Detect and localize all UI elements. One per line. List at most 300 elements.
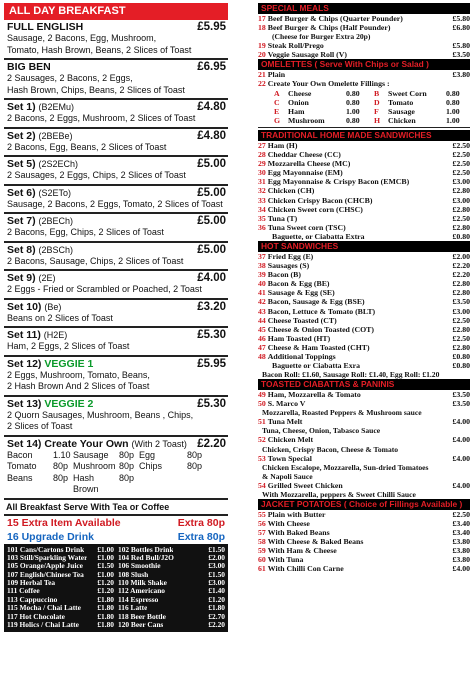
item-code: VEGGIE 2 xyxy=(44,397,94,410)
item-number: 30 xyxy=(258,168,266,178)
item-number: 58 xyxy=(258,537,266,547)
item-price: £2.50 xyxy=(452,168,470,178)
ciabatta-item[interactable] xyxy=(258,417,470,426)
item-number: 56 xyxy=(258,518,266,528)
potato-item[interactable] xyxy=(258,546,470,555)
item-price: £5.95 xyxy=(197,357,226,370)
item-number: 50 xyxy=(258,399,266,409)
breakfast-items xyxy=(4,20,228,437)
item-price: £2.50 xyxy=(452,509,470,519)
breakfast-item[interactable] xyxy=(4,271,228,300)
potato-item[interactable] xyxy=(258,510,470,519)
drink-name: 115 Mocha / Chai Latte xyxy=(7,604,81,613)
breakfast-item[interactable] xyxy=(4,60,228,100)
breakfast-item[interactable] xyxy=(4,397,228,437)
item-price: £3.50 xyxy=(452,50,470,60)
item-price: £6.80 xyxy=(452,23,470,33)
drinks-grid xyxy=(4,544,228,632)
item-price: £2.50 xyxy=(452,213,470,223)
extra-label: 16 Upgrade Drink xyxy=(7,530,94,543)
item-set-name: Set 11) xyxy=(7,329,44,341)
hot-sandwich-item[interactable] xyxy=(258,288,470,297)
item-name: Sausages (S) xyxy=(267,261,310,271)
item-price: £5.95 xyxy=(197,21,226,33)
sandwich-item[interactable] xyxy=(258,177,470,186)
item-number: 17 xyxy=(258,14,266,23)
sandwich-item[interactable] xyxy=(258,223,470,232)
special-meal-item[interactable] xyxy=(258,14,470,23)
item-description: Mozzarella, Roasted Peppers & Mushroom sauce xyxy=(262,408,422,418)
item-description: 2 Sausages, 2 Eggs, Chips, 2 Slices of Toast xyxy=(7,170,186,180)
item-number: 27 xyxy=(258,140,266,150)
item-price: £6.95 xyxy=(197,61,226,73)
item-price: £4.00 xyxy=(452,417,470,427)
item-name: Grilled Sweet Chicken xyxy=(267,480,343,490)
item-head xyxy=(7,301,226,313)
item-number: 45 xyxy=(258,324,266,334)
option-name: Hash Brown xyxy=(73,472,99,494)
item-number: 20 xyxy=(258,50,266,60)
drink-price: £1.80 xyxy=(97,611,114,621)
item-name: Bacon (B) xyxy=(267,270,301,280)
filling-name: Cheese xyxy=(288,88,312,98)
drink-price: £1.40 xyxy=(208,586,225,596)
item-code: VEGGIE 1 xyxy=(44,357,94,370)
drink-price: £1.50 xyxy=(208,569,225,579)
item-code: (B2EMu) xyxy=(38,102,75,112)
item-number: 38 xyxy=(258,261,266,271)
drink-price: £1.80 xyxy=(97,620,114,630)
item-price: £2.80 xyxy=(452,324,470,334)
item-number: 32 xyxy=(258,186,266,196)
option-price: 80p xyxy=(53,472,69,483)
item-set-name: Set 10) xyxy=(7,300,45,313)
special-meals-list xyxy=(258,14,470,32)
item-name: S. Marco V xyxy=(267,399,306,409)
item-head xyxy=(7,158,226,170)
menu-right-column xyxy=(258,3,470,573)
item-name: Cheddar Cheese (CC) xyxy=(267,150,341,160)
drink-name: 114 Espresso xyxy=(118,595,159,604)
option-price: 80p xyxy=(187,449,203,460)
filling-price: 0.80 xyxy=(446,88,460,98)
sandwich-item[interactable] xyxy=(258,196,470,205)
drink-name: 107 English/Chinese Tea xyxy=(7,570,84,579)
sandwiches-note xyxy=(258,232,470,241)
option-name xyxy=(139,473,187,496)
drink-name: 106 Smoothie xyxy=(118,562,161,571)
item-price: £5.00 xyxy=(197,158,226,170)
breakfast-item[interactable] xyxy=(4,20,228,60)
hot-sandwich-item[interactable] xyxy=(258,334,470,343)
breakfast-item[interactable] xyxy=(4,300,228,329)
item-set-name: Set 7) xyxy=(7,215,39,227)
item-price: £3.00 xyxy=(452,306,470,316)
item-description: 2 Sausages, 2 Bacons, 2 Eggs, xyxy=(7,73,133,83)
omelette-item[interactable] xyxy=(258,70,470,79)
item-number: 35 xyxy=(258,213,266,223)
hot-sandwich-item[interactable] xyxy=(258,261,470,270)
special-meal-item[interactable] xyxy=(258,23,470,32)
item-price: £5.80 xyxy=(452,14,470,23)
breakfast-note: All Breakfast Serve With Tea or Coffee xyxy=(4,500,228,516)
item-name xyxy=(7,130,73,142)
sandwiches-title: TRADITIONAL HOME MADE SANDWICHES xyxy=(258,130,470,141)
item-head xyxy=(7,272,226,284)
ciabatta-item[interactable] xyxy=(258,390,470,399)
item-description: 2 Eggs, Mushroom, Tomato, Beans, xyxy=(7,369,150,380)
option-price: 80p xyxy=(119,449,135,460)
item-number: 48 xyxy=(258,352,266,361)
hot-sandwiches-note-price: £0.80 xyxy=(452,361,470,371)
item-number: 54 xyxy=(258,480,266,490)
item-number: 41 xyxy=(258,288,266,298)
item-name: Sausage & Egg (SE) xyxy=(267,288,335,298)
item-name: Ham (H) xyxy=(267,140,298,150)
item-number: 49 xyxy=(258,390,266,400)
item-name: Bacon & Egg (BE) xyxy=(267,279,330,289)
item-head xyxy=(7,187,226,199)
drink-item[interactable] xyxy=(7,621,114,629)
extra-price: Extra 80p xyxy=(177,530,225,543)
item-number: 19 xyxy=(258,41,266,51)
filling-letter: C xyxy=(274,97,280,107)
sandwiches-list xyxy=(258,141,470,232)
drink-name: 103 Still/Sparkling Water xyxy=(7,553,88,562)
drink-price: £2.20 xyxy=(208,620,225,630)
filling-letter: F xyxy=(374,106,379,116)
item-number: 60 xyxy=(258,555,266,565)
item-price: £3.80 xyxy=(452,555,470,565)
item-price: £4.80 xyxy=(197,101,226,113)
breakfast-item[interactable] xyxy=(4,357,228,397)
option-price: 80p xyxy=(119,472,135,483)
hot-sandwich-item[interactable] xyxy=(258,252,470,261)
item-code: (H2E) xyxy=(43,330,68,340)
item-name: Chicken Sweet corn (CHSC) xyxy=(267,204,363,214)
breakfast-item[interactable] xyxy=(4,186,228,215)
drink-name: 102 Bottles Drink xyxy=(118,545,174,554)
item-name: Create Your Own Omelette Fillings : xyxy=(267,79,390,89)
drink-name: 113 Cappuccino xyxy=(7,595,58,604)
item-name xyxy=(7,187,71,199)
item-number: 55 xyxy=(258,509,266,519)
item-number: 42 xyxy=(258,297,266,307)
drink-price: £1.20 xyxy=(97,586,114,596)
breakfast-item[interactable] xyxy=(4,157,228,186)
ciabatta-item[interactable] xyxy=(258,481,470,490)
item-number: 29 xyxy=(258,159,266,169)
sandwiches-note-text: Baguette, or Ciabatta Extra xyxy=(272,231,365,241)
item-number: 34 xyxy=(258,204,266,214)
extra-row[interactable] xyxy=(4,516,228,530)
item-description: Sausage, 2 Bacons, Egg, Mushroom, xyxy=(7,33,157,43)
sandwich-item[interactable] xyxy=(258,159,470,168)
potato-item[interactable] xyxy=(258,537,470,546)
item-price: £2.00 xyxy=(452,251,470,261)
filling-name: Chicken xyxy=(388,115,416,125)
item-name xyxy=(7,101,74,113)
item-description: 2 Bacons, Sausage, Chips, 2 Slices of Toast xyxy=(7,255,184,266)
item-name: With Cheese & Baked Beans xyxy=(267,537,364,547)
sandwich-item[interactable] xyxy=(258,205,470,214)
option-price: 80p xyxy=(119,461,135,471)
item-description: Tomato, Hash Brown, Beans, 2 Slices of Toast xyxy=(7,44,192,55)
sandwich-item[interactable] xyxy=(258,150,470,159)
item-number: 22 xyxy=(258,79,266,89)
divider xyxy=(258,127,470,128)
filling-letter: G xyxy=(274,115,281,125)
item-number: 52 xyxy=(258,435,266,445)
drink-price: £1.50 xyxy=(208,544,225,554)
item-code: (Be) xyxy=(44,301,62,312)
option-name: Sausage xyxy=(73,449,109,460)
breakfast-item[interactable] xyxy=(4,214,228,243)
item-name: Tuna Melt xyxy=(267,417,303,427)
item-price: £4.00 xyxy=(197,272,226,284)
drink-price: £2.00 xyxy=(208,552,225,562)
item-price: £4.80 xyxy=(197,129,226,142)
item-name: Additional Toppings xyxy=(267,352,336,361)
item-price: £5.30 xyxy=(197,329,226,341)
item-name xyxy=(7,158,78,170)
item-name: Tuna (T) xyxy=(267,213,298,223)
drink-price: £3.00 xyxy=(208,561,225,571)
item-price: £4.00 xyxy=(452,564,470,574)
filling-name: Sausage xyxy=(388,106,415,116)
item-price: £4.00 xyxy=(452,480,470,490)
item-number: 46 xyxy=(258,333,266,343)
sandwich-item[interactable] xyxy=(258,168,470,177)
special-meals-note: (Cheese for Burger Extra 20p) xyxy=(272,32,371,42)
drink-price: £1.00 xyxy=(97,552,114,562)
item-description: Chicken, Crispy Bacon, Cheese & Tomato xyxy=(262,444,399,454)
item-description: With Mozzarella, peppers & Sweet Chilli Sauce xyxy=(262,489,416,499)
item-name: Chicken Melt xyxy=(267,435,314,445)
drink-price: £1.80 xyxy=(97,603,114,613)
option-name: Tomato xyxy=(7,461,37,471)
hot-sandwich-item[interactable] xyxy=(258,270,470,279)
item-price: £3.40 xyxy=(452,527,470,537)
hot-sandwich-item[interactable] xyxy=(258,279,470,288)
hot-sandwich-item[interactable] xyxy=(258,316,470,325)
item-price: £2.20 xyxy=(452,270,470,280)
item-code: (2BEBe) xyxy=(38,130,73,141)
item-price xyxy=(440,79,470,88)
item-description: Sausage, 2 Bacons, 2 Eggs, Tomato, 2 Slices of Toast xyxy=(7,198,223,209)
ciabatta-item[interactable] xyxy=(258,454,470,463)
create-your-own-item[interactable] xyxy=(4,437,228,500)
item-price: £5.00 xyxy=(197,243,226,256)
item-number: 61 xyxy=(258,564,266,574)
item-code: (2S2ECh) xyxy=(38,159,79,169)
breakfast-item[interactable] xyxy=(4,243,228,272)
option-price xyxy=(187,473,207,496)
item-price: £2.50 xyxy=(452,159,470,169)
item-set-name: Set 2) xyxy=(7,129,39,142)
item-description: Chicken Escalope, Mozzarella, Sun-dried Tomatoes xyxy=(262,462,429,472)
item-number: 40 xyxy=(258,279,266,289)
item-name: Cheese & Ham Toasted (CHT) xyxy=(267,342,370,352)
item-name: Bacon, Lettuce & Tomato (BLT) xyxy=(267,306,376,316)
own-set-price: £2.20 xyxy=(197,437,226,450)
item-price: £3.20 xyxy=(197,300,226,313)
drink-price: £1.00 xyxy=(97,544,114,554)
item-number: 31 xyxy=(258,177,266,187)
special-meal-item[interactable] xyxy=(258,50,470,59)
item-price: £0.80 xyxy=(452,352,470,361)
item-set-name: Set 1) xyxy=(7,101,39,113)
item-price: £3.80 xyxy=(452,546,470,556)
item-name: Ham, Mozzarella & Tomato xyxy=(267,390,361,400)
item-name: With Tuna xyxy=(267,555,304,565)
item-number: 18 xyxy=(258,23,266,33)
item-price: £3.50 xyxy=(452,399,470,409)
filling-name: Ham xyxy=(288,106,305,116)
item-code: (S2ETo) xyxy=(38,187,72,198)
drink-name: 118 Beer Bottle xyxy=(118,612,166,621)
item-description: 2 Bacons, Egg, Chips, 2 Slices of Toast xyxy=(7,227,164,237)
item-price: £3.50 xyxy=(452,297,470,307)
drink-price: £1.50 xyxy=(97,561,114,571)
drink-price: £1.80 xyxy=(208,603,225,613)
special-meals-list-2 xyxy=(258,41,470,59)
item-head xyxy=(7,21,226,33)
drink-name: 110 Milk Shake xyxy=(118,579,167,588)
filling-price: 1.00 xyxy=(446,106,460,116)
ciabattas-title: TOASTED CIABATTAS & PANINIS xyxy=(258,379,470,390)
drink-price: £1.20 xyxy=(97,578,114,588)
extra-row[interactable] xyxy=(4,530,228,544)
ciabatta-item[interactable] xyxy=(258,399,470,408)
drink-name: 104 Red Bull/J2O xyxy=(118,553,174,562)
filling-price: 1.00 xyxy=(346,106,360,116)
hot-sandwich-item[interactable] xyxy=(258,352,470,361)
item-number: 33 xyxy=(258,195,266,205)
ciabatta-item[interactable] xyxy=(258,435,470,444)
item-name: Bacon, Sausage & Egg (BSE) xyxy=(267,297,365,307)
filling-price: 0.80 xyxy=(346,97,360,107)
breakfast-title: ALL DAY BREAKFAST xyxy=(4,3,228,20)
item-number: 59 xyxy=(258,546,266,556)
filling-name: Mushroom xyxy=(288,115,325,125)
hot-sandwich-item[interactable] xyxy=(258,325,470,334)
hot-sandwiches-list xyxy=(258,252,470,361)
item-name: Beef Burger & Chips (Quarter Pounder) xyxy=(267,14,403,23)
item-head xyxy=(7,101,226,113)
item-set-name: Set 13) xyxy=(7,397,45,410)
item-price: £4.00 xyxy=(452,435,470,445)
item-name: Egg Mayonnaise (EM) xyxy=(267,168,343,178)
breakfast-item[interactable] xyxy=(4,100,228,129)
item-name: With Chilli Con Carne xyxy=(267,564,344,574)
item-set-name: Set 12) xyxy=(7,357,45,370)
filling-name: Onion xyxy=(288,97,309,107)
sandwich-item[interactable] xyxy=(258,214,470,223)
item-description: 2 Quorn Sausages, Mushroom, Beans , Chips, xyxy=(7,409,194,420)
item-number: 39 xyxy=(258,270,266,280)
sandwiches-note-price: £0.80 xyxy=(452,231,470,241)
item-head xyxy=(7,215,226,227)
item-price: £3.80 xyxy=(452,537,470,547)
filling-name: Tomato xyxy=(388,97,414,107)
item-price: £5.30 xyxy=(197,397,226,410)
item-price: £2.50 xyxy=(452,333,470,343)
item-price: £5.80 xyxy=(452,41,470,51)
breakfast-item[interactable] xyxy=(4,328,228,357)
filling-price: 1.00 xyxy=(446,115,460,125)
own-set-toast: (With 2 Toast) xyxy=(131,438,187,449)
item-price: £2.50 xyxy=(452,315,470,325)
filling-letter: B xyxy=(374,88,380,98)
hot-sandwich-item[interactable] xyxy=(258,343,470,352)
item-number: 43 xyxy=(258,306,266,316)
omelette-item[interactable] xyxy=(258,79,470,88)
item-number: 36 xyxy=(258,222,266,232)
item-set-name: Set 6) xyxy=(7,186,39,199)
potato-item[interactable] xyxy=(258,528,470,537)
sandwich-item[interactable] xyxy=(258,186,470,195)
item-description: Tuna, Cheese, Onion, Tabasco Sauce xyxy=(262,426,381,436)
item-price: £2.80 xyxy=(452,204,470,214)
drink-item[interactable] xyxy=(118,621,225,629)
item-code: (2BECh) xyxy=(38,216,74,226)
breakfast-item[interactable] xyxy=(4,129,228,158)
item-number: 21 xyxy=(258,70,266,80)
item-name: Veggie Sausage Roll (V) xyxy=(267,50,347,60)
item-name xyxy=(7,244,73,256)
filling-letter: H xyxy=(374,115,381,125)
hot-sandwich-item[interactable] xyxy=(258,307,470,316)
option-name: Mushroom xyxy=(73,461,116,471)
item-set-name: BIG BEN xyxy=(7,61,51,73)
item-name xyxy=(7,329,67,341)
item-description: 2 Bacons, 2 Eggs, Mushroom, 2 Slices of Toast xyxy=(7,113,196,123)
item-description: Hash Brown, Chips, Beans, 2 Slices of Toast xyxy=(7,84,185,95)
filling-letter: A xyxy=(274,88,280,98)
item-name xyxy=(7,61,51,73)
item-number: 37 xyxy=(258,251,266,261)
special-meals-title: SPECIAL MEALS xyxy=(258,3,470,14)
item-price: £4.00 xyxy=(452,453,470,463)
hot-sandwiches-note xyxy=(258,361,470,370)
special-meal-item[interactable] xyxy=(258,41,470,50)
item-name xyxy=(7,215,73,227)
item-price: £2.20 xyxy=(452,261,470,271)
hot-sandwich-item[interactable] xyxy=(258,297,470,306)
extra-price: Extra 80p xyxy=(177,516,225,529)
sandwich-item[interactable] xyxy=(258,141,470,150)
item-number: 47 xyxy=(258,342,266,352)
potato-item[interactable] xyxy=(258,519,470,528)
hot-sandwiches-note-text: Baguette or Ciabatta Exra xyxy=(272,361,360,371)
item-name: Chicken Crispy Bacon (CHCB) xyxy=(267,195,373,205)
ciabattas-list xyxy=(258,390,470,499)
item-name: Plain xyxy=(267,70,286,80)
item-price: £5.00 xyxy=(197,215,226,227)
filling-letter: E xyxy=(274,106,280,116)
potato-item[interactable] xyxy=(258,555,470,564)
filling-price: 0.80 xyxy=(346,115,360,125)
option-price: 80p xyxy=(53,461,69,471)
filling-price: 0.80 xyxy=(446,97,460,107)
potato-item[interactable] xyxy=(258,564,470,573)
option-price: 80p xyxy=(187,461,203,471)
item-head xyxy=(7,130,226,142)
item-price: £3.00 xyxy=(452,195,470,205)
item-head xyxy=(7,61,226,73)
item-description: 2 Slices of Toast xyxy=(7,421,73,431)
